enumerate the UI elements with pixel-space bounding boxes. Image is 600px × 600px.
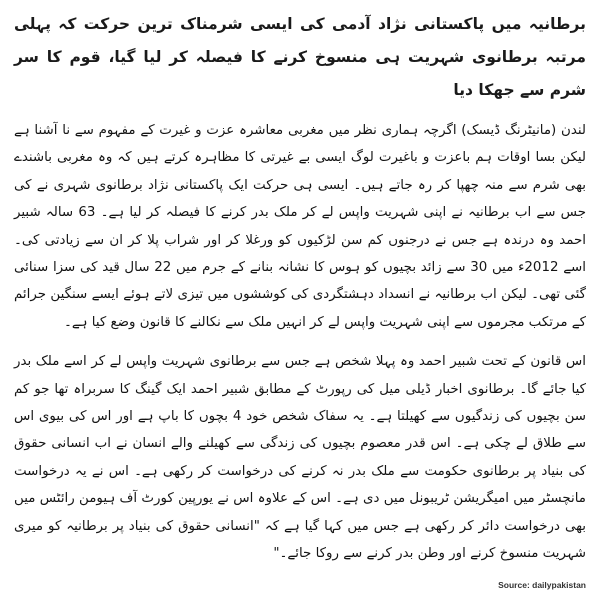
- article-headline: برطانیہ میں پاکستانی نژاد آدمی کی ایسی شرمناک ترین حرکت کہ پہلی مرتبہ برطانوی شہریت ہی منسوخ کرنے کا فیصلہ کر لیا گیا، قوم کا سر شرم سے جھکا دیا: [14, 15, 586, 99]
- article-paragraph-2: اس قانون کے تحت شبیر احمد وہ پہلا شخص ہے جس سے برطانوی شہریت واپس لے کر اسے ملک بدر کیا جائے گا۔ برطانوی اخبار ڈیلی میل کی رپورٹ کے مطابق شبیر احمد ایک گینگ کا سربراہ تھا جو کم سن بچیوں کی زندگیوں سے کھیلتا ہے۔ یہ سفاک شخص خود 4 بچوں کا باپ ہے اور اس کی بیوی اس سے طلاق لے چکی ہے۔ اس قدر معصوم بچیوں کی زندگی سے کھیلنے والے انسان نے اب انسانی حقوق کی بنیاد پر برطانوی حکومت سے ملک بدر نہ کرنے کی درخواست کر رکھی ہے۔ اس نے یہ درخواست مانچسٹر میں امیگریشن ٹریبونل میں دی ہے۔ اس کے علاوہ اس نے یورپین کورٹ آف ہیومن رائٹس میں بھی درخواست دائر کر رکھی ہے جس میں کہا گیا ہے کہ "انسانی حقوق کی بنیاد پر برطانیہ کو میری شہریت منسوخ کرنے اور وطن بدر کرنے سے روکا جائے۔": [14, 354, 586, 562]
- article-paragraph-1: لندن (مانیٹرنگ ڈیسک) اگرچہ ہماری نظر میں مغربی معاشرہ عزت و غیرت کے مفہوم سے نا آشنا ہے لیکن بسا اوقات ہم باعزت و باغیرت لوگ ایسی بے غیرتی کا مظاہرہ کرتے ہیں کہ وہ مغربی باشندے بھی شرم سے منہ چھپا کر رہ جاتے ہیں۔ ایسی ہی حرکت ایک پاکستانی نژاد برطانوی شہری نے کی جس سے اب برطانیہ نے اپنی شہریت واپس لے کر ملک بدر کرنے کا فیصلہ کر لیا ہے۔ 63 سالہ شبیر احمد وہ درندہ ہے جس نے درجنوں کم سن لڑکیوں کو ورغلا کر اور شراب پلا کر ان سے زیادتی کی۔ اسے 2012ء میں 30 سے زائد بچیوں کو ہوس کا نشانہ بنانے کے جرم میں 22 سال قید کی سزا سنائی گئی تھی۔ لیکن اب برطانیہ نے انسداد دہشتگردی کی کوششوں میں تیزی لاتے ہوئے ایسے سنگین جرائم کے مرتکب مجرموں سے اپنی شہریت واپس لے کر انہیں ملک سے نکالنے کا قانون وضع کیا ہے۔: [14, 123, 586, 330]
- source-credit: Source: dailypakistan: [498, 580, 586, 590]
